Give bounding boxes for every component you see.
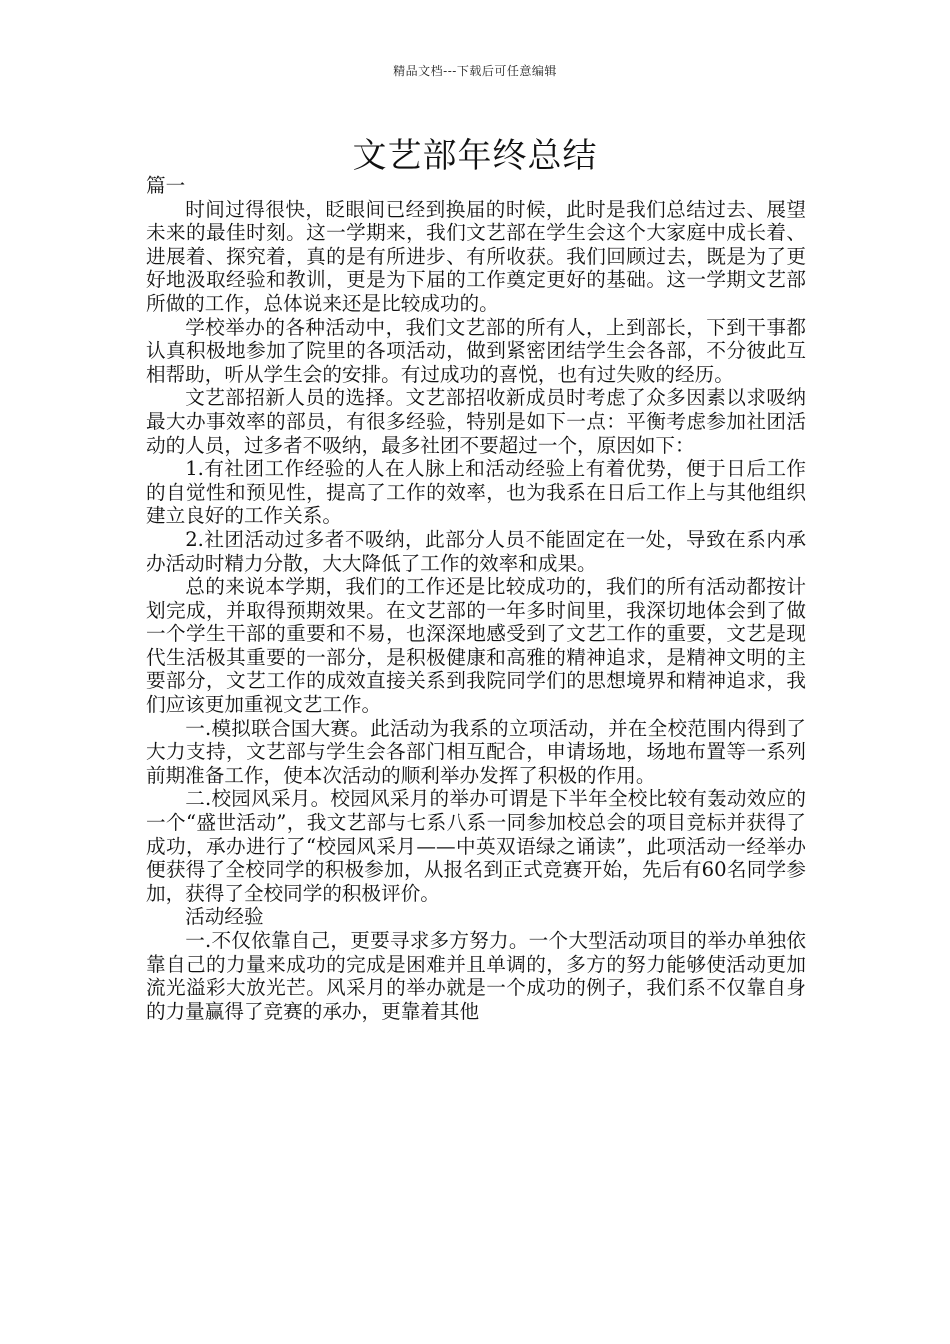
paragraph-9: 一.不仅依靠自己，更要寻求多方努力。一个大型活动项目的举办单独依靠自己的力量来成功的完成是困难并且单调的，多方的努力能够使活动更加流光溢彩大放光芒。风采月的举办就是一个成功的例子，我们系不仅靠自身的力量赢得了竞赛的承办，更靠着其他 (146, 929, 806, 1023)
paragraph-6: 总的来说本学期，我们的工作还是比较成功的，我们的所有活动都按计划完成，并取得预期效果。在文艺部的一年多时间里，我深切地体会到了做一个学生干部的重要和不易，也深深地感受到了文艺工作的重要，文艺是现代生活极其重要的一部分，是积极健康和高雅的精神追求，是精神文明的主要部分，文艺工作的成效直接关系到我院同学们的思想境界和精神追求，我们应该更加重视文艺工作。 (146, 575, 806, 717)
subheading-activity-experience: 活动经验 (185, 905, 264, 929)
paragraph-3: 文艺部招新人员的选择。文艺部招收新成员时考虑了众多因素以求吸纳最大办事效率的部员，有很多经验，特别是如下一点：平衡考虑参加社团活动的人员，过多者不吸纳，最多社团不要超过一个，原因如下： (146, 386, 806, 457)
paragraph-4: 1.有社团工作经验的人在人脉上和活动经验上有着优势，便于日后工作的自觉性和预见性，提高了工作的效率，也为我系在日后工作上与其他组织建立良好的工作关系。 (146, 457, 806, 528)
paragraph-2: 学校举办的各种活动中，我们文艺部的所有人，上到部长，下到干事都认真积极地参加了院里的各项活动，做到紧密团结学生会各部，不分彼此互相帮助，听从学生会的安排。有过成功的喜悦，也有过失败的经历。 (146, 315, 806, 386)
paragraph-8: 二.校园风采月。校园风采月的举办可谓是下半年全校比较有轰动效应的一个“盛世活动”，我文艺部与七系八系一同参加校总会的项目竞标并获得了成功，承办进行了“校园风采月——中英双语绿之诵读”，此项活动一经举办便获得了全校同学的积极参加，从报名到正式竞赛开始，先后有60名同学参加，获得了全校同学的积极评价。 (146, 787, 806, 905)
paragraph-7: 一.模拟联合国大赛。此活动为我系的立项活动，并在全校范围内得到了大力支持，文艺部与学生会各部门相互配合，申请场地，场地布置等一系列前期准备工作，使本次活动的顺利举办发挥了积极的作用。 (146, 716, 806, 787)
paragraph-5: 2.社团活动过多者不吸纳，此部分人员不能固定在一处，导致在系内承办活动时精力分散，大大降低了工作的效率和成果。 (146, 527, 806, 575)
header-note: 精品文档---下载后可任意编辑 (393, 64, 557, 78)
document-body (146, 174, 806, 1023)
section-label: 篇一 (146, 174, 186, 197)
paragraph-1: 时间过得很快，眨眼间已经到换届的时候，此时是我们总结过去、展望未来的最佳时刻。这一学期来，我们文艺部在学生会这个大家庭中成长着、进展着、探究着，真的是有所进步、有所收获。我们回顾过去，既是为了更好地汲取经验和教训，更是为下届的工作奠定更好的基础。这一学期文艺部所做的工作，总体说来还是比较成功的。 (146, 197, 806, 315)
document-title: 文艺部年终总结 (352, 136, 598, 176)
